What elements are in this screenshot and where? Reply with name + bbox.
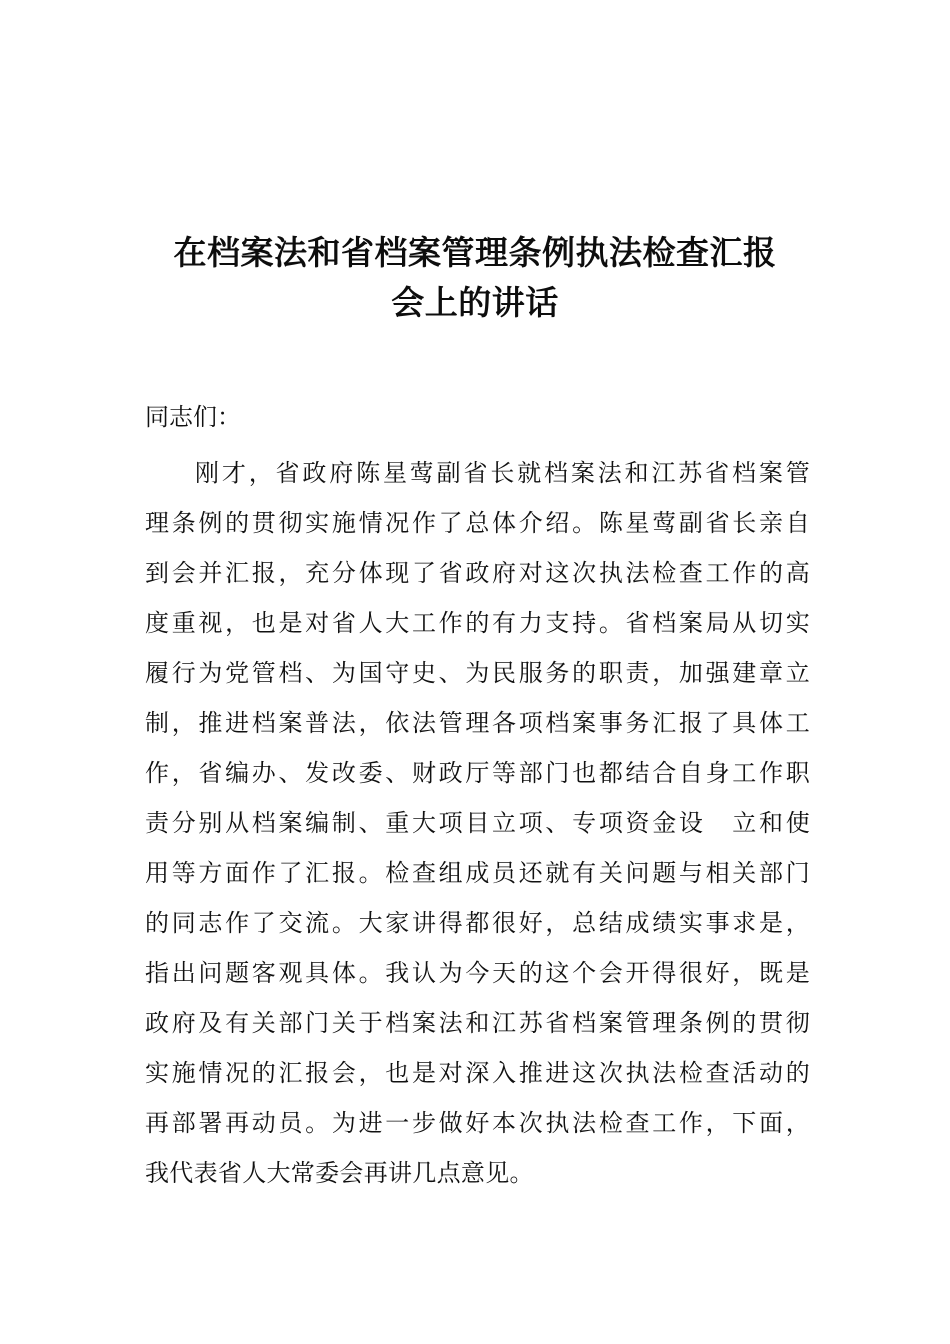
paragraph-line: 作，省编办、发改委、财政厅等部门也都结合自身工作职 [145,759,810,787]
paragraph-line: 实施情况的汇报会，也是对深入推进这次执法检查活动的 [145,1059,810,1087]
paragraph-line: 履行为党管档、为国守史、为民服务的职责，加强建章立 [145,659,810,687]
paragraph-line: 的同志作了交流。大家讲得都很好，总结成绩实事求是， [145,909,810,937]
paragraph-line: 刚才，省政府陈星莺副省长就档案法和江苏省档案管 [195,459,810,487]
paragraph-line: 再部署再动员。为进一步做好本次执法检查工作，下面， [145,1109,810,1137]
paragraph-line: 责分别从档案编制、重大项目立项、专项资金设 立和使 [145,809,810,837]
salutation: 同志们： [145,403,241,431]
body-paragraph [145,448,810,1198]
document-title [140,228,810,328]
paragraph-line: 到会并汇报，充分体现了省政府对这次执法检查工作的高 [145,559,810,587]
paragraph-line: 我代表省人大常委会再讲几点意见。 [145,1159,534,1187]
paragraph-line: 理条例的贯彻实施情况作了总体介绍。陈星莺副省长亲自 [145,509,810,537]
paragraph-line: 度重视，也是对省人大工作的有力支持。省档案局从切实 [145,609,810,637]
paragraph-line: 政府及有关部门关于档案法和江苏省档案管理条例的贯彻 [145,1009,810,1037]
paragraph-line: 用等方面作了汇报。检查组成员还就有关问题与相关部门 [145,859,810,887]
title-line-1: 在档案法和省档案管理条例执法检查汇报 [173,233,777,272]
paragraph-line: 制，推进档案普法，依法管理各项档案事务汇报了具体工 [145,709,810,737]
title-line-2: 会上的讲话 [391,283,559,322]
paragraph-line: 指出问题客观具体。我认为今天的这个会开得很好，既是 [145,959,810,987]
